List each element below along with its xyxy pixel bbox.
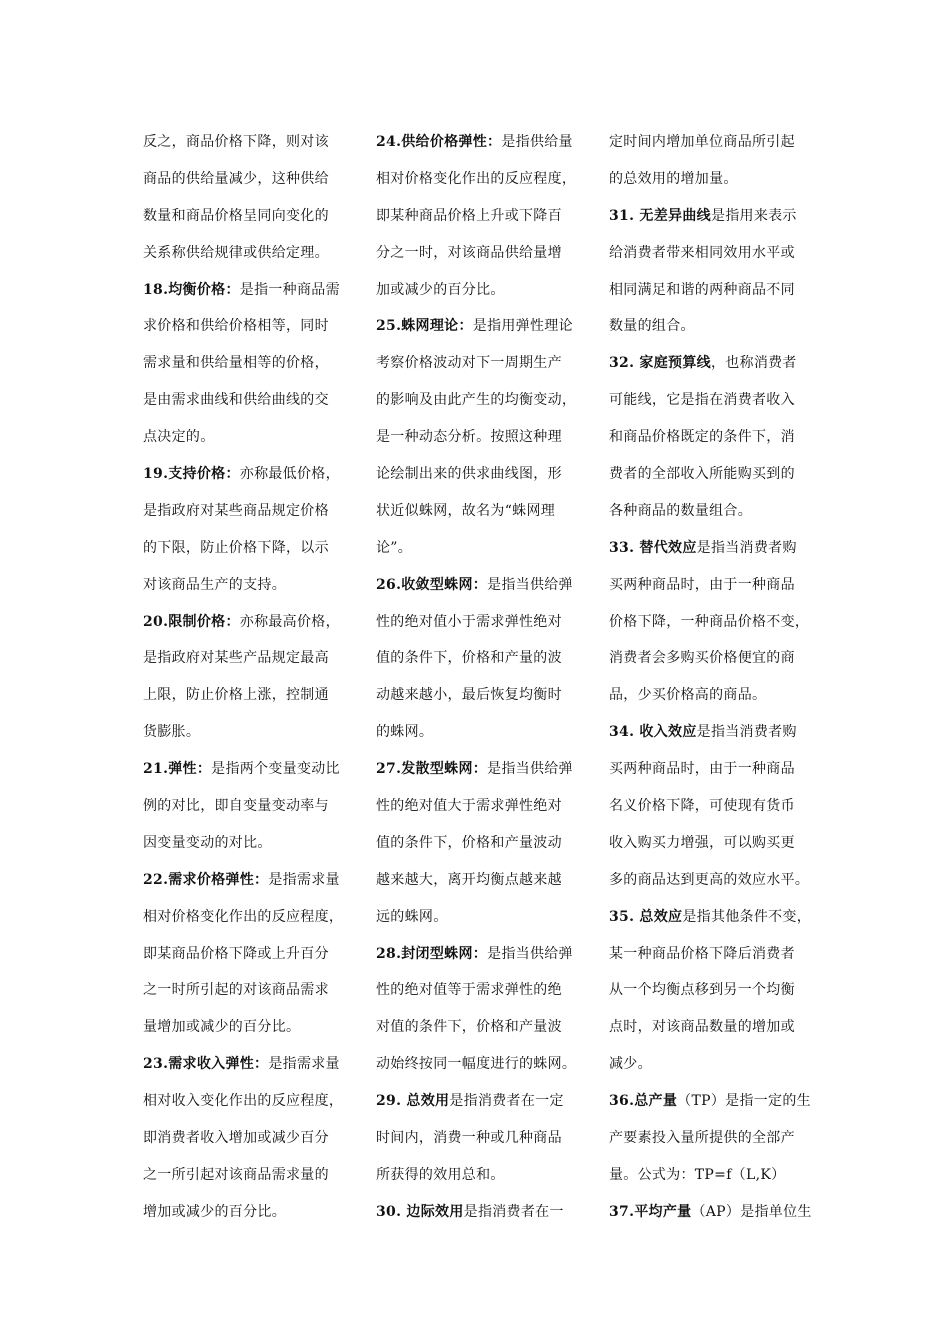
term-label: 36.总产量 bbox=[609, 1093, 678, 1110]
definition-heading-line bbox=[609, 1083, 819, 1120]
term-label: 32. 家庭预算线 bbox=[609, 355, 711, 372]
text-line bbox=[143, 419, 349, 456]
line-text: 是指当供给弹 bbox=[487, 761, 573, 778]
text-line bbox=[609, 382, 819, 419]
line-text: 定时间内增加单位商品所引起 bbox=[609, 134, 795, 150]
text-line bbox=[143, 972, 349, 1009]
line-text: 量增加或减少的百分比。 bbox=[143, 1019, 301, 1036]
line-text: 是指政府对某些商品规定价格 bbox=[143, 502, 329, 519]
line-text: 关系称供给规律或供给定理。 bbox=[143, 244, 329, 261]
line-text: 性的绝对值等于需求弹性的绝 bbox=[376, 982, 562, 999]
line-text: 和商品价格既定的条件下，消 bbox=[609, 429, 795, 446]
line-text: 例的对比，即自变量变动率与 bbox=[143, 798, 329, 815]
line-text: 是指供给量 bbox=[501, 134, 573, 150]
line-text: 相对价格变化作出的反应程度， bbox=[376, 170, 577, 187]
term-label: 33. 替代效应 bbox=[609, 539, 697, 556]
line-text: 分之一时，对该商品供给量增 bbox=[376, 244, 562, 261]
line-text: 商品的供给量减少，这种供给 bbox=[143, 170, 329, 187]
text-line bbox=[143, 825, 349, 862]
line-text: 的蛛网。 bbox=[376, 724, 434, 741]
line-text: 求价格和供给价格相等，同时 bbox=[143, 318, 329, 335]
line-text: 加或减少的百分比。 bbox=[376, 281, 505, 298]
definition-heading-line bbox=[143, 456, 349, 493]
line-text: 是指用弹性理论 bbox=[472, 318, 573, 335]
line-text: 点时，对该商品数量的增加或 bbox=[609, 1019, 795, 1036]
line-text: 数量的组合。 bbox=[609, 318, 695, 335]
definition-heading-line bbox=[609, 198, 819, 235]
line-text: 上限，防止价格上涨，控制通 bbox=[143, 687, 329, 704]
line-text: 从一个均衡点移到另一个均衡 bbox=[609, 982, 795, 999]
line-text: （TP）是指一定的生 bbox=[677, 1093, 811, 1110]
text-line bbox=[376, 235, 582, 272]
line-text: 是指消费者在一 bbox=[463, 1203, 564, 1220]
definition-heading-line bbox=[376, 751, 582, 788]
text-line bbox=[143, 308, 349, 345]
term-label: 23.需求收入弹性： bbox=[143, 1056, 269, 1073]
text-line bbox=[376, 677, 582, 714]
term-label: 26.收敛型蛛网： bbox=[376, 576, 488, 593]
text-line bbox=[376, 161, 582, 198]
text-line bbox=[609, 936, 819, 973]
line-text: 增加或减少的百分比。 bbox=[143, 1203, 286, 1220]
text-line bbox=[376, 530, 582, 567]
text-line bbox=[376, 198, 582, 235]
term-label: 19.支持价格： bbox=[143, 466, 240, 483]
text-line bbox=[143, 899, 349, 936]
line-text: 即某商品价格下降或上升百分 bbox=[143, 945, 329, 962]
text-line bbox=[143, 198, 349, 235]
text-column-1 bbox=[143, 124, 349, 1231]
definition-heading-line bbox=[143, 862, 349, 899]
line-text: 消费者会多购买价格便宜的商 bbox=[609, 650, 795, 667]
term-label: 37.平均产量 bbox=[609, 1203, 692, 1220]
text-line bbox=[609, 825, 819, 862]
line-text: 之一时所引起的对该商品需求 bbox=[143, 982, 329, 999]
line-text: 产要素投入量所提供的全部产 bbox=[609, 1130, 795, 1147]
text-line bbox=[143, 677, 349, 714]
text-line bbox=[609, 640, 819, 677]
line-text: 即某种商品价格上升或下降百 bbox=[376, 207, 562, 224]
line-text: 值的条件下，价格和产量波动 bbox=[376, 834, 562, 851]
text-line bbox=[376, 419, 582, 456]
text-line bbox=[609, 161, 819, 198]
text-line bbox=[609, 1157, 819, 1194]
line-text: 之一所引起对该商品需求量的 bbox=[143, 1166, 329, 1183]
text-line bbox=[376, 604, 582, 641]
text-line bbox=[143, 124, 349, 161]
text-line bbox=[143, 788, 349, 825]
definition-heading-line bbox=[376, 567, 582, 604]
definition-heading-line bbox=[376, 936, 582, 973]
text-line bbox=[609, 1046, 819, 1083]
text-line bbox=[143, 1157, 349, 1194]
line-text: 是由需求曲线和供给曲线的交 bbox=[143, 392, 329, 409]
definition-heading-line bbox=[609, 530, 819, 567]
text-line bbox=[143, 714, 349, 751]
text-line bbox=[143, 936, 349, 973]
text-line bbox=[376, 825, 582, 862]
line-text: 是指当供给弹 bbox=[487, 945, 573, 962]
line-text: 是指当供给弹 bbox=[487, 576, 573, 593]
definition-heading-line bbox=[376, 1083, 582, 1120]
line-text: 反之，商品价格下降，则对该 bbox=[143, 134, 329, 150]
text-line bbox=[143, 567, 349, 604]
term-label: 22.需求价格弹性： bbox=[143, 871, 269, 888]
line-text: 性的绝对值大于需求弹性绝对 bbox=[376, 798, 562, 815]
definition-heading-line bbox=[143, 604, 349, 641]
definition-heading-line bbox=[609, 1194, 819, 1231]
line-text: 多的商品达到更高的效应水平。 bbox=[609, 871, 810, 888]
text-line bbox=[609, 604, 819, 641]
line-text: 值的条件下，价格和产量的波 bbox=[376, 650, 562, 667]
text-line bbox=[609, 1120, 819, 1157]
text-line bbox=[143, 1009, 349, 1046]
line-text: 越来越大，离开均衡点越来越 bbox=[376, 871, 562, 888]
line-text: 对该商品生产的支持。 bbox=[143, 576, 286, 593]
definition-heading-line bbox=[143, 1046, 349, 1083]
text-line bbox=[609, 972, 819, 1009]
text-line bbox=[376, 1009, 582, 1046]
line-text: 时间内，消费一种或几种商品 bbox=[376, 1130, 562, 1147]
line-text: 是指政府对某些产品规定最高 bbox=[143, 650, 329, 667]
line-text: 是指两个变量变动比 bbox=[211, 761, 340, 778]
line-text: 亦称最低价格， bbox=[239, 466, 340, 483]
line-text: ，也称消费者 bbox=[710, 355, 797, 372]
line-text: 动始终按同一幅度进行的蛛网。 bbox=[376, 1056, 577, 1073]
line-text: 相对价格变化作出的反应程度， bbox=[143, 908, 344, 925]
line-text: 数量和商品价格呈同向变化的 bbox=[143, 207, 329, 224]
line-text: 动越来越小，最后恢复均衡时 bbox=[376, 687, 562, 704]
text-line bbox=[609, 862, 819, 899]
text-line bbox=[376, 272, 582, 309]
definition-heading-line bbox=[143, 751, 349, 788]
text-line bbox=[609, 124, 819, 161]
text-line bbox=[143, 1120, 349, 1157]
line-text: 亦称最高价格， bbox=[239, 613, 340, 630]
line-text: 货膨胀。 bbox=[143, 724, 201, 741]
text-line bbox=[609, 567, 819, 604]
line-text: 即消费者收入增加或减少百分 bbox=[143, 1130, 329, 1147]
line-text: 名义价格下降，可使现有货币 bbox=[609, 798, 795, 815]
line-text: 买两种商品时，由于一种商品 bbox=[609, 761, 795, 778]
text-line bbox=[609, 272, 819, 309]
definition-heading-line bbox=[376, 124, 582, 161]
line-text: 需求量和供给量相等的价格， bbox=[143, 355, 329, 372]
text-line bbox=[609, 1009, 819, 1046]
line-text: 所获得的效用总和。 bbox=[376, 1166, 505, 1183]
text-line bbox=[376, 899, 582, 936]
text-line bbox=[376, 493, 582, 530]
text-line bbox=[376, 788, 582, 825]
text-line bbox=[143, 161, 349, 198]
term-label: 31. 无差异曲线 bbox=[609, 207, 711, 224]
line-text: 是指需求量 bbox=[268, 871, 340, 888]
term-label: 34. 收入效应 bbox=[609, 724, 697, 741]
text-line bbox=[143, 235, 349, 272]
line-text: 减少。 bbox=[609, 1056, 652, 1073]
line-text: 买两种商品时，由于一种商品 bbox=[609, 576, 795, 593]
text-line bbox=[143, 1083, 349, 1120]
term-label: 20.限制价格： bbox=[143, 613, 240, 630]
line-text: 考察价格波动对下一周期生产 bbox=[376, 355, 562, 372]
text-line bbox=[143, 640, 349, 677]
text-line bbox=[143, 345, 349, 382]
line-text: 收入购买力增强，可以购买更 bbox=[609, 834, 795, 851]
text-line bbox=[609, 788, 819, 825]
term-label: 25.蛛网理论： bbox=[376, 318, 473, 335]
line-text: 可能线，它是指在消费者收入 bbox=[609, 392, 795, 409]
definition-heading-line bbox=[609, 899, 819, 936]
text-line bbox=[609, 456, 819, 493]
line-text: 是指当消费者购 bbox=[696, 539, 797, 556]
line-text: 的影响及由此产生的均衡变动， bbox=[376, 392, 577, 409]
line-text: 是指其他条件不变， bbox=[682, 908, 812, 925]
term-label: 30. 边际效用 bbox=[376, 1203, 464, 1220]
term-label: 24.供给价格弹性： bbox=[376, 134, 502, 150]
text-line bbox=[143, 1194, 349, 1231]
line-text: 量。公式为：TP=f（L,K） bbox=[609, 1166, 786, 1183]
definition-heading-line bbox=[376, 1194, 582, 1231]
line-text: 费者的全部收入所能购买到的 bbox=[609, 466, 795, 483]
line-text: （AP）是指单位生 bbox=[691, 1203, 812, 1220]
line-text: 对值的条件下，价格和产量波 bbox=[376, 1019, 562, 1036]
term-label: 28.封闭型蛛网： bbox=[376, 945, 488, 962]
line-text: 的总效用的增加量。 bbox=[609, 170, 738, 187]
line-text: 论绘制出来的供求曲线图，形 bbox=[376, 466, 562, 483]
text-line bbox=[143, 530, 349, 567]
line-text: 远的蛛网。 bbox=[376, 908, 448, 925]
term-label: 35. 总效应 bbox=[609, 908, 683, 925]
text-line bbox=[376, 345, 582, 382]
text-line bbox=[609, 493, 819, 530]
line-text: 状近似蛛网，故名为“蛛网理 bbox=[376, 502, 556, 519]
text-line bbox=[609, 419, 819, 456]
line-text: 是指消费者在一定 bbox=[449, 1093, 564, 1110]
text-line bbox=[609, 751, 819, 788]
text-line bbox=[376, 456, 582, 493]
line-text: 是一种动态分析。按照这种理 bbox=[376, 429, 562, 446]
line-text: 是指一种商品需 bbox=[239, 281, 340, 298]
line-text: 相同满足和谐的两种商品不同 bbox=[609, 281, 795, 298]
definition-heading-line bbox=[143, 272, 349, 309]
text-line bbox=[376, 382, 582, 419]
text-line bbox=[376, 972, 582, 1009]
line-text: 某一种商品价格下降后消费者 bbox=[609, 945, 795, 962]
line-text: 因变量变动的对比。 bbox=[143, 834, 272, 851]
line-text: 点决定的。 bbox=[143, 429, 215, 446]
line-text: 的下限，防止价格下降，以示 bbox=[143, 539, 329, 556]
line-text: 给消费者带来相同效用水平或 bbox=[609, 244, 795, 261]
term-label: 21.弹性： bbox=[143, 761, 212, 778]
term-label: 18.均衡价格： bbox=[143, 281, 240, 298]
text-line bbox=[609, 308, 819, 345]
text-column-3 bbox=[609, 124, 819, 1231]
text-column-2 bbox=[376, 124, 582, 1231]
definition-heading-line bbox=[609, 714, 819, 751]
text-line bbox=[376, 640, 582, 677]
text-line bbox=[609, 677, 819, 714]
line-text: 是指需求量 bbox=[268, 1056, 340, 1073]
line-text: 相对收入变化作出的反应程度， bbox=[143, 1093, 344, 1110]
line-text: 论”。 bbox=[376, 539, 413, 556]
term-label: 29. 总效用 bbox=[376, 1093, 450, 1110]
text-line bbox=[609, 235, 819, 272]
text-line bbox=[376, 714, 582, 751]
text-line bbox=[376, 1157, 582, 1194]
text-line bbox=[376, 1120, 582, 1157]
line-text: 品，少买价格高的商品。 bbox=[609, 687, 767, 704]
line-text: 是指用来表示 bbox=[710, 207, 797, 224]
text-line bbox=[143, 493, 349, 530]
text-line bbox=[376, 1046, 582, 1083]
text-line bbox=[143, 382, 349, 419]
definition-heading-line bbox=[376, 308, 582, 345]
definition-heading-line bbox=[609, 345, 819, 382]
line-text: 各种商品的数量组合。 bbox=[609, 502, 752, 519]
text-line bbox=[376, 862, 582, 899]
line-text: 是指当消费者购 bbox=[696, 724, 797, 741]
line-text: 价格下降，一种商品价格不变， bbox=[609, 613, 810, 630]
line-text: 性的绝对值小于需求弹性绝对 bbox=[376, 613, 562, 630]
term-label: 27.发散型蛛网： bbox=[376, 761, 488, 778]
